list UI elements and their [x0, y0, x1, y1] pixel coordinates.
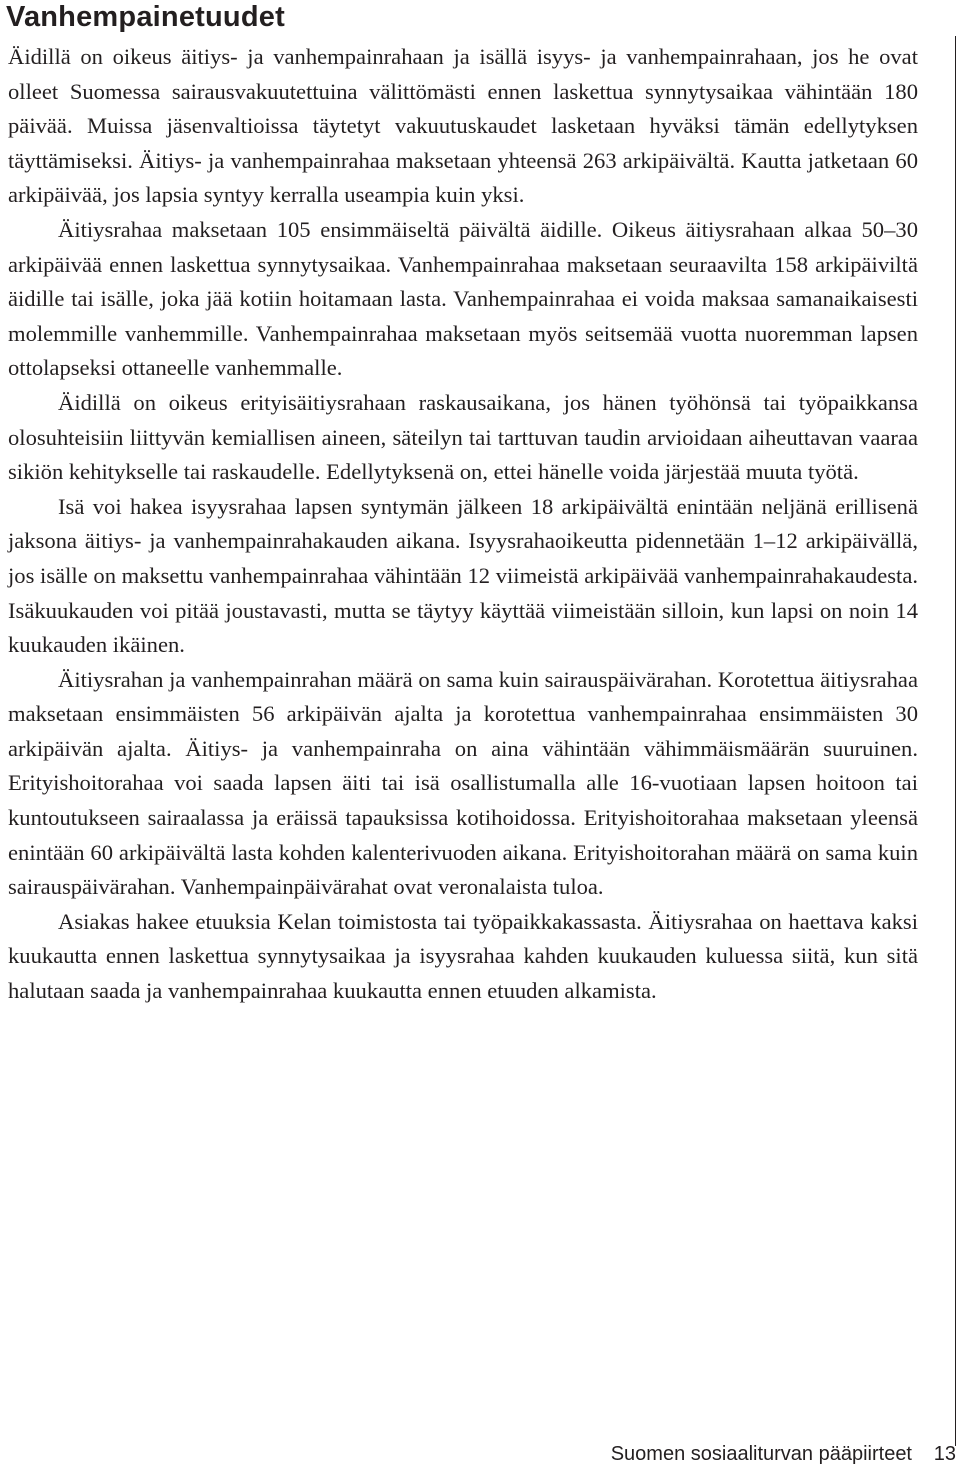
- paragraph: Isä voi hakea isyysrahaa lapsen syntymän jälkeen 18 arkipäivältä enintään neljänä erillisenä jaksona äitiys- ja vanhempainrahakauden aikana. Isyysrahaoikeutta pidennetään 1–12 arkipäivällä, jos isälle on maksettu vanhempainrahaa vähintään 12 viimeistä arkipäivää vanhempainrahakaudesta. Isäkuukauden voi pitää joustavasti, mutta se täytyy käyttää viimeistään silloin, kun lapsi on noin 14 kuukauden ikäinen.: [8, 493, 918, 658]
- body-text: [8, 40, 918, 1009]
- running-footer-title: Suomen sosiaaliturvan pääpiirteet: [610, 1443, 912, 1465]
- paragraph: Äitiysrahan ja vanhempainrahan määrä on sama kuin sairauspäivärahan. Korotettua äitiysrahaa maksetaan ensimmäisten 56 arkipäivän ajalta ja korotettua vanhempainrahaa ensimmäisten 30 arkipäivän ajalta. Äitiys- ja vanhempainraha on aina vähintään vähimmäismäärän suuruinen. Erityishoitorahaa voi saada lapsen äiti tai isä osallistumalla alle 16-vuotiaan lapsen hoitoon tai kuntoutukseen sairaalassa ja eräissä tapauksissa kotihoidossa. Erityishoitorahaa maksetaan yleensä enintään 60 arkipäivältä lasta kohden kalenterivuoden aikana. Erityishoitorahan määrä on sama kuin sairauspäivärahan. Vanhempainpäivärahat ovat veronalaista tuloa.: [8, 666, 918, 900]
- paragraph: Asiakas hakee etuuksia Kelan toimistosta tai työpaikkakassasta. Äitiysrahaa on haettava kaksi kuukautta ennen laskettua synnytysaikaa ja isyysrahaa kahden kuukauden kuluessa siitä, kun sitä halutaan saada ja vanhempainrahaa kuukautta ennen etuuden alkamista.: [8, 908, 918, 1004]
- section-heading: Vanhempainetuudet: [6, 1, 285, 33]
- page-number: 13: [933, 1443, 956, 1465]
- margin-rule: [955, 36, 956, 1446]
- paragraph: Äidillä on oikeus erityisäitiysrahaan raskausaikana, jos hänen työhönsä tai työpaikkansa olosuhteisiin liittyvän kemiallisen aineen, säteilyn tai tarttuvan taudin arvioidaan aiheuttavan vaaraa sikiön kehitykselle tai raskaudelle. Edellytyksenä on, ettei hänelle voida järjestää muuta työtä.: [8, 389, 918, 485]
- paragraph: Äidillä on oikeus äitiys- ja vanhempainrahaan ja isällä isyys- ja vanhempainrahaan, jos he ovat olleet Suomessa sairausvakuutettuina välittömästi ennen laskettua synnytysaikaa vähintään 180 päivää. Muissa jäsenvaltioissa täytetyt vakuutuskaudet lasketaan hyväksi tämän edellytyksen täyttämiseksi. Äitiys- ja vanhempainrahaa maksetaan yhteensä 263 arkipäivältä. Kautta jatketaan 60 arkipäivää, jos lapsia syntyy kerralla useampia kuin yksi.: [8, 44, 918, 208]
- paragraph: Äitiysrahaa maksetaan 105 ensimmäiseltä päivältä äidille. Oikeus äitiysrahaan alkaa 50–30 arkipäivää ennen laskettua synnytysaikaa. Vanhempainrahaa maksetaan seuraavilta 158 arkipäiviltä äidille tai isälle, joka jää kotiin hoitamaan lasta. Vanhempainrahaa ei voida maksaa samanaikaisesti molemmille vanhemmille. Vanhempainrahaa maksetaan myös seitsemää vuotta nuoremman lapsen ottolapseksi ottaneelle vanhemmalle.: [8, 216, 918, 381]
